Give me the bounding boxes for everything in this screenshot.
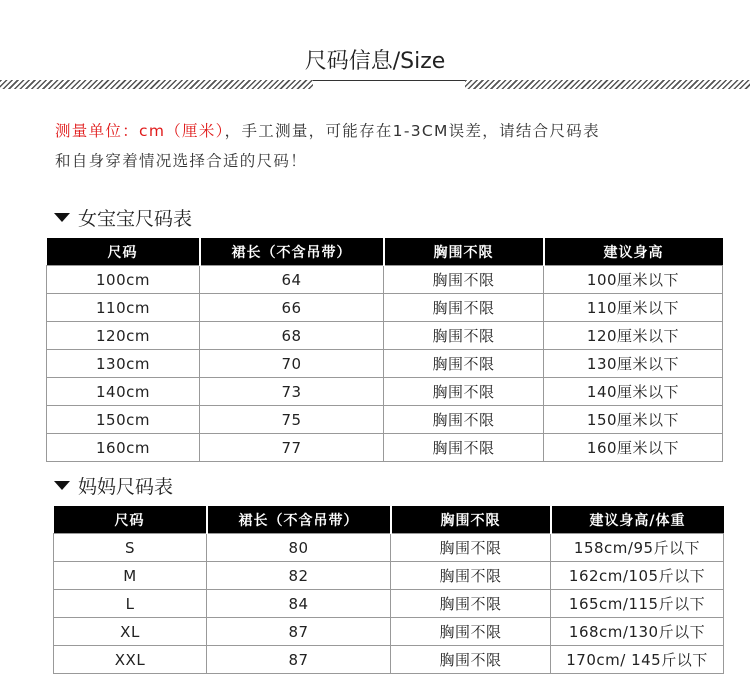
cell-height: 110厘米以下: [544, 294, 723, 322]
measurement-note-line2: 和自身穿着情况选择合适的尺码！: [55, 152, 308, 170]
cell-size: 130cm: [47, 350, 200, 378]
cell-length: 68: [200, 322, 384, 350]
cell-bust: 胸围不限: [384, 406, 544, 434]
girl-size-table: [46, 238, 723, 462]
cell-size: 100cm: [47, 266, 200, 294]
cell-length: 64: [200, 266, 384, 294]
header-bust: 胸围不限: [391, 506, 551, 534]
measurement-note: [55, 116, 735, 176]
table-row: [54, 562, 724, 590]
cell-size: XL: [54, 618, 207, 646]
cell-height-weight: 168cm/130斤以下: [551, 618, 724, 646]
cell-height: 120厘米以下: [544, 322, 723, 350]
cell-height-weight: 170cm/ 145斤以下: [551, 646, 724, 674]
table-row: [47, 434, 723, 462]
cell-height-weight: 158cm/95斤以下: [551, 534, 724, 562]
cell-size: 150cm: [47, 406, 200, 434]
cell-size: 160cm: [47, 434, 200, 462]
cell-bust: 胸围不限: [384, 434, 544, 462]
table-row: [54, 590, 724, 618]
cell-length: 75: [200, 406, 384, 434]
cell-size: 110cm: [47, 294, 200, 322]
mom-size-table: [53, 506, 724, 674]
cell-size: L: [54, 590, 207, 618]
cell-length: 84: [207, 590, 391, 618]
girl-table-title: 女宝宝尺码表: [78, 208, 193, 230]
table-row: [47, 322, 723, 350]
cell-height-weight: 165cm/115斤以下: [551, 590, 724, 618]
cell-size: M: [54, 562, 207, 590]
cell-bust: 胸围不限: [384, 266, 544, 294]
cell-size: 120cm: [47, 322, 200, 350]
triangle-down-icon: [54, 213, 70, 222]
cell-length: 87: [207, 618, 391, 646]
header-size: 尺码: [47, 238, 200, 266]
cell-size: S: [54, 534, 207, 562]
table-row: [47, 350, 723, 378]
header-bust: 胸围不限: [384, 238, 544, 266]
cell-length: 87: [207, 646, 391, 674]
cell-bust: 胸围不限: [391, 562, 551, 590]
cell-height: 100厘米以下: [544, 266, 723, 294]
girl-table-heading: [54, 207, 192, 231]
table-row: [47, 294, 723, 322]
measurement-unit-note: 测量单位：cm（厘米）: [55, 122, 225, 140]
cell-height: 150厘米以下: [544, 406, 723, 434]
cell-height: 140厘米以下: [544, 378, 723, 406]
cell-bust: 胸围不限: [391, 534, 551, 562]
hatch-divider-left: [0, 80, 313, 89]
header-length: 裙长（不含吊带）: [200, 238, 384, 266]
cell-size: 140cm: [47, 378, 200, 406]
cell-height: 130厘米以下: [544, 350, 723, 378]
mom-table-heading: [54, 475, 173, 499]
page-title: 尺码信息/Size: [304, 49, 446, 74]
header-height: 建议身高: [544, 238, 723, 266]
measurement-note-line1: ，手工测量，可能存在1-3CM误差，请结合尺码表: [224, 122, 600, 140]
cell-length: 80: [207, 534, 391, 562]
header-height-weight: 建议身高/体重: [551, 506, 724, 534]
cell-height-weight: 162cm/105斤以下: [551, 562, 724, 590]
table-row: [47, 378, 723, 406]
table-header-row: [54, 506, 724, 534]
table-row: [54, 618, 724, 646]
table-header-row: [47, 238, 723, 266]
cell-bust: 胸围不限: [384, 294, 544, 322]
cell-length: 66: [200, 294, 384, 322]
table-row: [54, 646, 724, 674]
header-length: 裙长（不含吊带）: [207, 506, 391, 534]
table-row: [47, 406, 723, 434]
cell-height: 160厘米以下: [544, 434, 723, 462]
cell-bust: 胸围不限: [384, 350, 544, 378]
cell-bust: 胸围不限: [391, 618, 551, 646]
cell-bust: 胸围不限: [384, 322, 544, 350]
cell-length: 82: [207, 562, 391, 590]
hatch-divider-right: [465, 80, 750, 89]
cell-bust: 胸围不限: [391, 646, 551, 674]
table-row: [54, 534, 724, 562]
table-row: [47, 266, 723, 294]
cell-length: 73: [200, 378, 384, 406]
title-underline: [313, 80, 465, 81]
cell-bust: 胸围不限: [391, 590, 551, 618]
cell-length: 70: [200, 350, 384, 378]
cell-length: 77: [200, 434, 384, 462]
header-size: 尺码: [54, 506, 207, 534]
triangle-down-icon: [54, 481, 70, 490]
cell-bust: 胸围不限: [384, 378, 544, 406]
mom-table-title: 妈妈尺码表: [78, 476, 174, 498]
cell-size: XXL: [54, 646, 207, 674]
